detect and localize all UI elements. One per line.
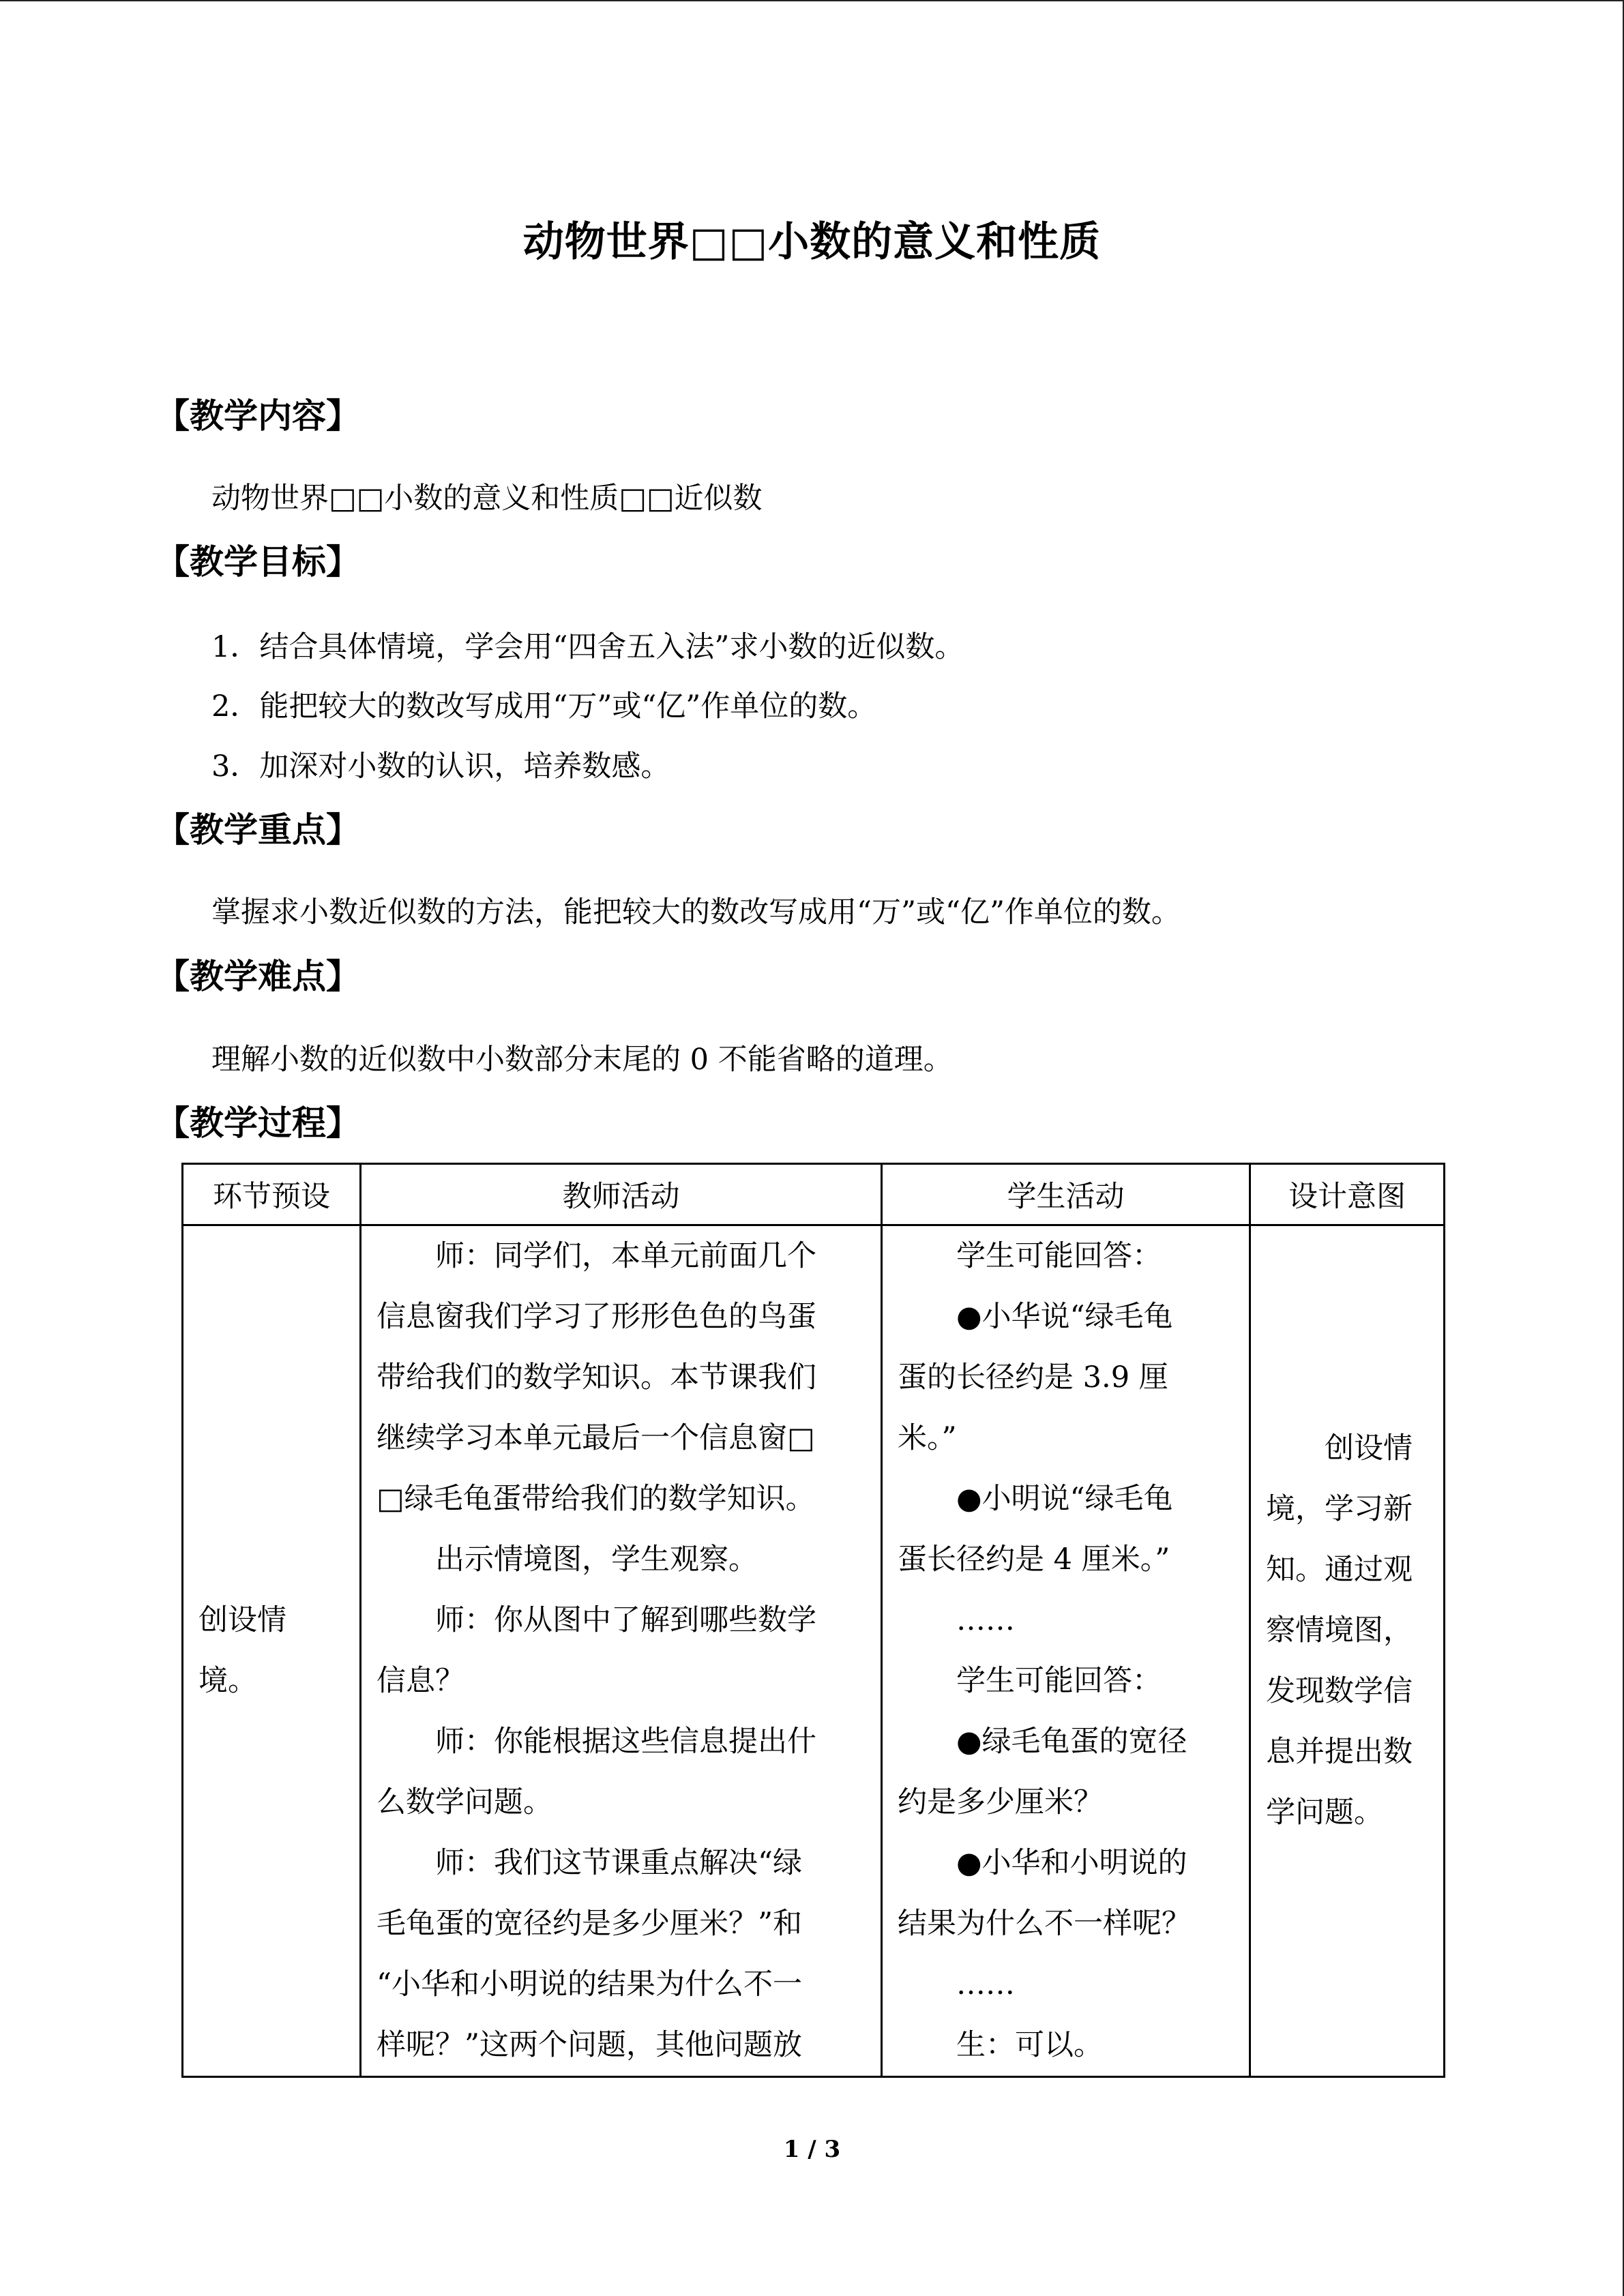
intent-line: 察情境图，: [1266, 1613, 1413, 1648]
table-row: [183, 1225, 1445, 2077]
goal-item: 2．能把较大的数改写成用“万”或“亿”作单位的数。: [211, 689, 877, 724]
student-line: ●小华和小明说的: [956, 1846, 1187, 1880]
student-line: 约是多少厘米？: [898, 1785, 1103, 1819]
teacher-line: 信息？: [377, 1664, 464, 1698]
content-text: 动物世界□□小数的意义和性质□□近似数: [211, 481, 763, 516]
student-line: 米。”: [898, 1421, 957, 1455]
teaching-process-table: [181, 1163, 1445, 2078]
student-line: ……: [956, 1603, 1015, 1637]
teacher-line: 继续学习本单元最后一个信息窗□: [377, 1421, 815, 1455]
section-heading-content: 【教学内容】: [156, 396, 360, 436]
teacher-line: 么数学问题。: [377, 1785, 552, 1819]
intent-line: 境，学习新: [1266, 1491, 1413, 1526]
teacher-line: 师：我们这节课重点解决“绿: [435, 1846, 802, 1880]
student-line: 学生可能回答：: [956, 1664, 1162, 1698]
design-intent-cell: [1250, 1225, 1445, 2077]
student-line: 生：可以。: [956, 2028, 1103, 2062]
student-line: 结果为什么不一样呢？: [898, 1907, 1191, 1941]
stage-line: 创设情: [198, 1603, 286, 1637]
goal-item: 1．结合具体情境，学会用“四舍五入法”求小数的近似数。: [211, 630, 964, 664]
key-points-text: 掌握求小数近似数的方法，能把较大的数改写成用“万”或“亿”作单位的数。: [211, 895, 1181, 929]
section-heading-difficulties: 【教学难点】: [156, 956, 360, 996]
intent-line: 学问题。: [1266, 1795, 1383, 1830]
table-header-row: [183, 1164, 1445, 1225]
header-stage: 环节预设: [183, 1164, 361, 1225]
student-line: ●小明说“绿毛龟: [956, 1482, 1173, 1516]
intent-line: 知。通过观: [1266, 1552, 1413, 1587]
teacher-line: 出示情境图，学生观察。: [435, 1542, 758, 1577]
teacher-line: 师：你从图中了解到哪些数学: [435, 1603, 816, 1637]
student-line: 蛋长径约是 4 厘米。”: [898, 1542, 1170, 1577]
section-heading-process: 【教学过程】: [156, 1103, 360, 1143]
student-line: ……: [956, 1967, 1015, 2001]
teacher-line: 信息窗我们学习了形形色色的鸟蛋: [377, 1300, 816, 1334]
intent-line: 创设情: [1325, 1431, 1413, 1465]
intent-line: 发现数学信: [1266, 1673, 1413, 1708]
page-number: 1 / 3: [783, 2136, 841, 2163]
teacher-activity-cell: [361, 1225, 882, 2077]
section-heading-key-points: 【教学重点】: [156, 809, 360, 850]
header-student-activity: 学生活动: [882, 1164, 1250, 1225]
student-line: 学生可能回答：: [956, 1239, 1162, 1273]
section-heading-goals: 【教学目标】: [156, 541, 360, 582]
teacher-line: 毛龟蛋的宽径约是多少厘米？”和: [377, 1907, 802, 1941]
teacher-line: 师：同学们，本单元前面几个: [435, 1239, 816, 1273]
student-line: 蛋的长径约是 3.9 厘: [898, 1360, 1168, 1395]
header-teacher-activity: 教师活动: [361, 1164, 882, 1225]
teacher-line: 带给我们的数学知识。本节课我们: [377, 1360, 816, 1395]
student-line: ●小华说“绿毛龟: [956, 1300, 1173, 1334]
page-title: 动物世界□□小数的意义和性质: [522, 218, 1102, 266]
teacher-line: “小华和小明说的结果为什么不一: [377, 1967, 802, 2001]
stage-line: 境。: [198, 1664, 257, 1698]
intent-line: 息并提出数: [1266, 1734, 1413, 1769]
student-activity-cell: [882, 1225, 1250, 2077]
header-design-intent: 设计意图: [1250, 1164, 1445, 1225]
teacher-line: 师：你能根据这些信息提出什: [435, 1725, 816, 1759]
student-line: ●绿毛龟蛋的宽径: [956, 1725, 1187, 1759]
teacher-line: 样呢？”这两个问题，其他问题放: [377, 2028, 802, 2062]
goal-item: 3．加深对小数的认识，培养数感。: [211, 749, 670, 784]
difficulties-text: 理解小数的近似数中小数部分末尾的 0 不能省略的道理。: [211, 1043, 953, 1077]
stage-cell: [183, 1225, 361, 2077]
teacher-line: □绿毛龟蛋带给我们的数学知识。: [377, 1482, 815, 1516]
